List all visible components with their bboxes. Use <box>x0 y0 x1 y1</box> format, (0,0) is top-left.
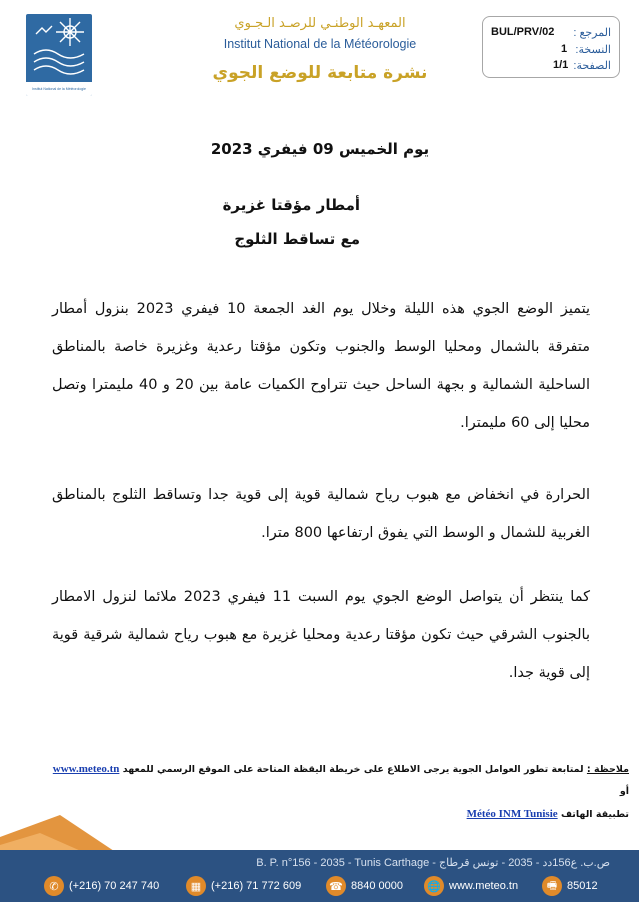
headline-rain: أمطار مؤقتا غزيرة <box>222 196 360 214</box>
note-block <box>52 758 629 826</box>
inm-logo <box>26 14 92 96</box>
contact-phone-2-text: (+216) 71 772 609 <box>211 880 302 892</box>
footer-decoration <box>0 815 120 855</box>
page-row <box>491 58 611 72</box>
version-value: 1 <box>561 43 568 55</box>
app-link[interactable]: Météo INM Tunisie <box>466 808 558 820</box>
institute-name-french: Institut National de la Météorologie <box>223 37 417 51</box>
note-text: لمتابعة تطور العوامل الجوية يرجى الاطلاع على خريطة اليقظة المتاحة على الموقع الرسمي للمعهد <box>122 764 584 775</box>
phone-icon: ☎ <box>326 876 346 896</box>
note-app-text: تطبيقة الهاتف <box>560 809 629 820</box>
headline-snow: مع تساقط الثلوج <box>234 230 360 248</box>
website-link[interactable]: www.meteo.tn <box>52 763 120 775</box>
paragraph-saturday: كما ينتظر أن يتواصل الوضع الجوي يوم السبت 11 فيفري 2023 ملائما لنزول الامطار بالجنوب الشرقي حيث تكون مؤقتا رعدية ومحليا غزيرة مع هبوب رياح شمالية شرقية قوية إلى قوية جدا. <box>52 589 590 681</box>
bulletin-title: نشرة متابعة للوضع الجوي <box>212 63 428 83</box>
institute-name-arabic: المعهـد الوطنـي للرصـد الـجـوي <box>234 16 406 31</box>
contact-website-text: www.meteo.tn <box>449 880 519 892</box>
version-label: النسخة: <box>575 43 611 56</box>
contact-website[interactable] <box>424 874 518 898</box>
logo-emblem <box>26 14 92 84</box>
contact-phone-1-text: (+216) 70 247 740 <box>69 880 160 892</box>
contact-fax-text: 85012 <box>567 880 598 892</box>
footer-contacts <box>0 874 639 898</box>
ref-value: BUL/PRV/02 <box>491 26 555 38</box>
contact-phone-short-text: 8840 0000 <box>351 880 403 892</box>
footer-address: B. P. n°156 - 2035 - Tunis Carthage - ص.ب. ع156دد - 2035 - تونس قرطاج <box>256 857 610 869</box>
telephone-icon: ✆ <box>44 876 64 896</box>
reference-box <box>482 16 620 78</box>
logo-caption: Institut National de la Météorologie <box>32 87 86 91</box>
page-value: 1/1 <box>553 59 569 71</box>
contact-phone-1 <box>44 874 159 898</box>
note-or: أو <box>619 786 629 797</box>
building-icon: ▦ <box>186 876 206 896</box>
fax-icon: 🖷 <box>542 876 562 896</box>
contact-phone-2 <box>186 874 301 898</box>
page-label: الصفحة: <box>573 59 611 72</box>
note-label: ملاحظة : <box>586 764 629 775</box>
bulletin-date: يوم الخميس 09 فيفري 2023 <box>210 140 430 158</box>
ref-row <box>491 25 611 39</box>
paragraph-rain: يتميز الوضع الجوي هذه الليلة وخلال يوم الغد الجمعة 10 فيفري 2023 بنزول أمطار متفرقة بالشمال ومحليا الوسط والجنوب وتكون مؤقتا رعدية وغزيرة خاصة بالمناطق الساحلية الشمالية و بجهة الساحل حيث تتراوح الكميات عامة بين 20 و 40 مليمترا وتصل محليا إلى 60 مليمترا. <box>52 301 591 431</box>
ref-label: المرجع : <box>573 26 611 39</box>
contact-phone-short <box>326 874 403 898</box>
globe-icon: 🌐 <box>424 876 444 896</box>
contact-fax <box>542 874 598 898</box>
logo-caption-band <box>26 82 92 96</box>
version-row <box>491 42 611 56</box>
paragraph-temperature: الحرارة في انخفاض مع هبوب رياح شمالية قوية إلى قوية جدا وتساقط الثلوج بالمناطق الغربية للشمال و الوسط التي يفوق ارتفاعها 800 مترا. <box>52 487 590 541</box>
